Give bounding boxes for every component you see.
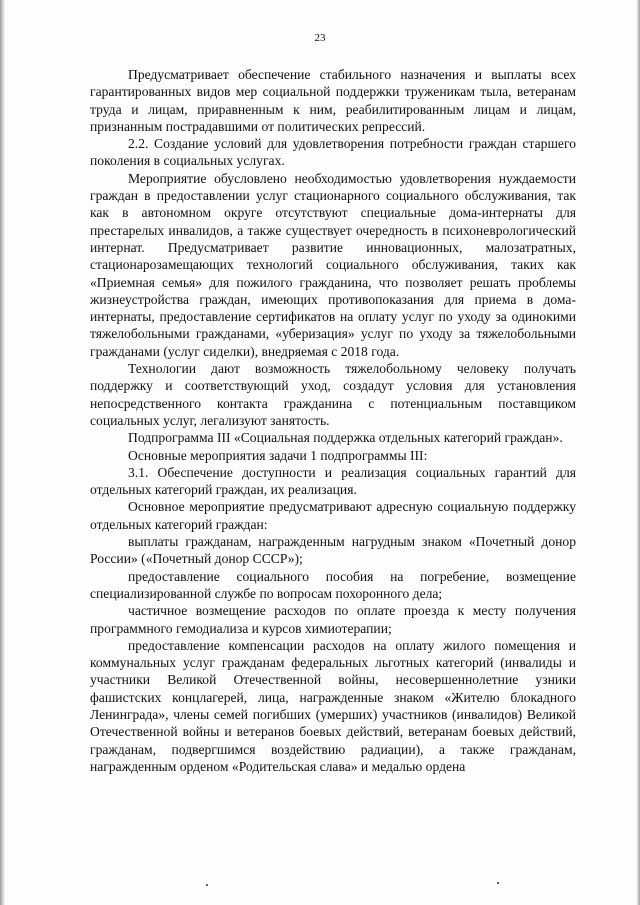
body-text	[90, 66, 576, 775]
scan-speck	[206, 884, 208, 886]
paragraph: Предусматривает обеспечение стабильного назначения и выплаты всех гарантированных видов мер социальной поддержки труженикам тыла, ветеранам труда и лицам, приравненным к ним, реабилитированным лицам и лицам, признанным пострадавшими от политических репрессий.	[90, 67, 576, 134]
page-number: 23	[314, 32, 326, 44]
paragraph: 2.2. Создание условий для удовлетворения потребности граждан старшего поколения в социальных услугах.	[90, 136, 576, 169]
paragraph: предоставление компенсации расходов на оплату жилого помещения и коммунальных услуг гражданам федеральных льготных категорий (инвалиды и участники Великой Отечественной войны, несовершеннолетние узники фашистских концлагерей, лица, награжденные знаком «Жителю блокадного Ленинграда», члены семей погибших (умерших) участников (инвалидов) Великой Отечественной войны и ветеранов боевых действий, ветеранам боевых действий, гражданам, подвергшимся воздействию радиации), а также гражданам, награжденным орденом «Родительская слава» и медалью ордена	[90, 637, 576, 774]
paragraph: Мероприятие обусловлено необходимостью удовлетворения нуждаемости граждан в предоставлении услуг стационарного социального обслуживания, так как в автономном округе отсутствуют специальные дома-интернаты для престарелых инвалидов, а также существует очередность в психоневрологический интернат. Предусматривает развитие инновационных, малозатратных, стационарозамещающих технологий социального обслуживания, таких как «Приемная семья» для пожилого гражданина, что позволяет решать проблемы жизнеустройства граждан, имеющих противопоказания для приема в дома-интернаты, предоставление сертификатов на оплату услуг по уходу за одинокими тяжелобольными гражданами, «уберизация» услуг по уходу за тяжелобольными гражданами (услуг сиделки), внедряемая с 2018 года.	[90, 170, 576, 359]
scan-edge-left	[0, 0, 5, 905]
paragraph: выплаты гражданам, награжденным нагрудным знаком «Почетный донор России» («Почетный донор СССР»);	[90, 534, 576, 567]
paragraph: Подпрограмма III «Социальная поддержка отдельных категорий граждан».	[128, 430, 563, 446]
scan-speck	[497, 882, 499, 884]
paragraph: Технологии дают возможность тяжелобольному человеку получать поддержку и соответствующий уход, создадут условия для установления непосредственного контакта гражданина с потенциальным поставщиком социальных услуг, легализуют занятость.	[90, 361, 576, 428]
paragraph: частичное возмещение расходов по оплате проезда к месту получения программного гемодиализа и курсов химиотерапии;	[90, 603, 576, 636]
scan-edge-right	[636, 0, 640, 905]
paragraph: 3.1. Обеспечение доступности и реализация социальных гарантий для отдельных категорий граждан, их реализация.	[90, 464, 576, 498]
paragraph: предоставление социального пособия на погребение, возмещение специализированной службе по вопросам похоронного дела;	[90, 568, 576, 601]
paragraph: Основные мероприятия задачи 1 подпрограммы III:	[128, 447, 428, 463]
paragraph: Основное мероприятие предусматривают адресную социальную поддержку отдельных категорий граждан:	[90, 499, 576, 532]
